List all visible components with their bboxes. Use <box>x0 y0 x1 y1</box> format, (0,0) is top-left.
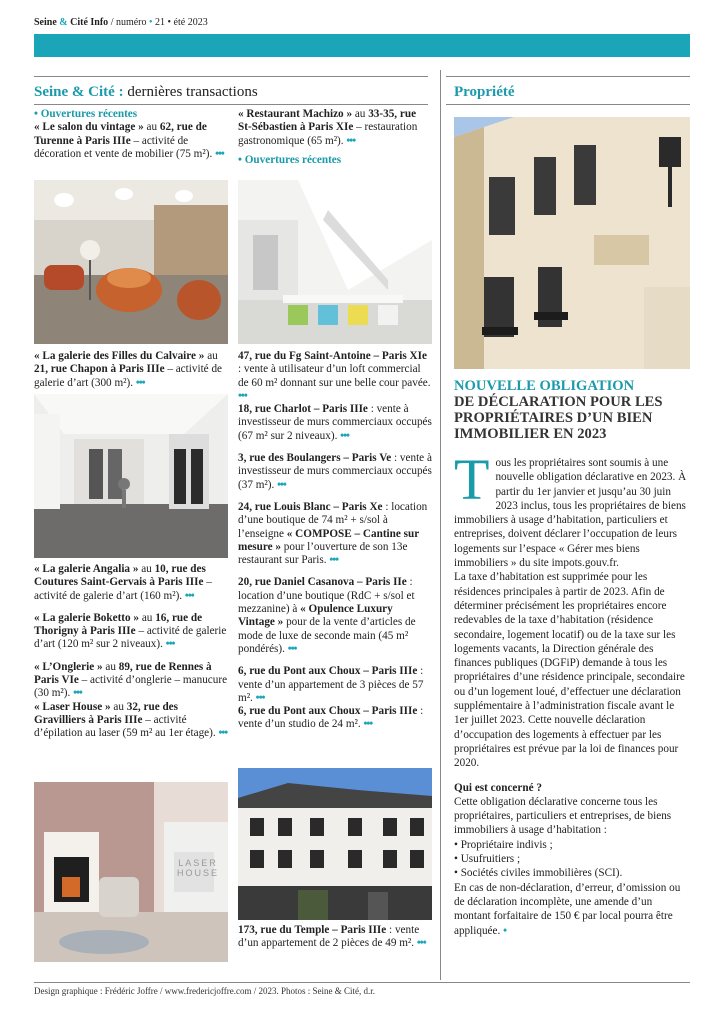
listing-title: « La galerie des Filles du Calvaire » <box>34 350 205 362</box>
subhead-ouvertures-2: • Ouvertures récentes <box>238 153 342 166</box>
listing-desc: – restauration gastronomique (65 m²). <box>238 121 418 147</box>
more-dots: ••• <box>218 727 228 740</box>
more-dots: ••• <box>165 638 175 651</box>
transaction-pont-aux-choux-1 <box>238 665 432 705</box>
transaction-desc: : vente à investisseur de murs commerciaux occupés (37 m²). <box>238 452 432 491</box>
transaction-desc: : vente d’un studio de 24 m². <box>238 705 424 731</box>
issue-header <box>34 17 208 28</box>
listing-joiner: au <box>105 660 116 673</box>
header-dot: • <box>149 17 153 28</box>
transaction-address: 47, rue du Fg Saint-Antoine – Paris XIe <box>238 350 427 362</box>
listing-joiner: au <box>141 611 153 624</box>
article-question-text: Cette obligation déclarative concerne tous les propriétaires, particuliers et entreprises, de biens immobiliers à usage d’habitation : <box>454 795 672 837</box>
transaction-rue-charlot <box>238 403 432 443</box>
more-dots: ••• <box>135 376 145 389</box>
article-conclusion-text: En cas de non-déclaration, d’erreur, d’omission ou de déclaration incomplète, une amende d’un montant forfaitaire de 150 € par local pourra être appliquée. <box>454 881 681 937</box>
brand-seine: Seine <box>34 17 57 28</box>
article-bullet-1: • Propriétaire indivis ; <box>454 838 553 851</box>
more-dots: ••• <box>340 429 349 442</box>
transaction-rue-du-temple <box>238 924 432 951</box>
listing-desc: – activité d’onglerie – manucure (30 m²). <box>34 674 228 700</box>
article-bullet-2: • Usufruitiers ; <box>454 853 521 866</box>
listing-title: « Le salon du vintage » <box>34 121 144 134</box>
more-dots: ••• <box>277 478 286 491</box>
photo-facade-paris <box>454 117 690 369</box>
article-headline <box>454 378 694 442</box>
listing-address: 21, rue Chapon à Paris IIIe <box>34 363 165 376</box>
more-dots: ••• <box>287 642 297 655</box>
transaction-pont-aux-choux-2 <box>238 705 432 732</box>
col2-block2 <box>238 350 432 732</box>
listing-address: 33-35, rue St-Sébastien à Paris XIe <box>238 108 417 134</box>
more-dots: ••• <box>363 718 373 731</box>
more-dots: ••• <box>329 554 339 567</box>
transaction-address: 173, rue du Temple – Paris IIIe <box>238 924 387 936</box>
listing-galerie-angalia <box>34 563 230 603</box>
article-conclusion <box>454 881 690 938</box>
right-title-rule <box>446 104 690 105</box>
issue-number-date: 21 • été 2023 <box>155 17 208 28</box>
listing-desc: – activité d’épilation au laser (59 m² au 1er étage). <box>34 713 216 740</box>
headline-line-1: NOUVELLE OBLIGATION <box>454 378 635 394</box>
col2-block3 <box>238 924 432 951</box>
listing-title: « Restaurant Machizo » <box>238 108 353 120</box>
transaction-address: 24, rue Louis Blanc – Paris Xe <box>238 500 383 513</box>
transaction-address: 20, rue Daniel Casanova – Paris IIe <box>238 576 407 589</box>
listing-desc: – activité de galerie d’art (300 m²). <box>34 363 222 389</box>
listing-desc: – activité de galerie d’art (160 m²). <box>34 576 212 602</box>
more-dots: ••• <box>184 589 194 602</box>
transaction-daniel-casanova <box>238 576 432 656</box>
listing-title: « Laser House » <box>34 700 111 713</box>
more-dots: ••• <box>416 937 426 950</box>
transaction-brand: « COMPOSE – Cantine sur mesure » <box>238 527 419 553</box>
article-question: Qui est concerné ? <box>454 781 542 794</box>
listing-joiner: au <box>146 121 158 134</box>
listing-joiner: au <box>113 700 124 713</box>
listing-galerie-boketto <box>34 612 230 652</box>
listing-address: 16, rue de Thorigny à Paris IIIe <box>34 611 203 638</box>
column-divider <box>440 70 441 980</box>
transaction-desc-2: pour l’ouverture de son 13e restaurant sur Paris. <box>238 540 408 567</box>
transaction-boulangers <box>238 452 432 492</box>
transaction-desc: : location d’une boutique de 74 m² + s/sol à l’enseigne <box>238 500 428 540</box>
listing-desc: – activité de décoration et vente de mobilier (75 m²). <box>34 134 213 160</box>
subhead-ouvertures: • Ouvertures récentes <box>34 108 138 120</box>
brand-cite: Cité Info <box>70 17 109 28</box>
transaction-fg-saint-antoine <box>238 350 432 403</box>
transaction-address: 6, rue du Pont aux Choux – Paris IIIe <box>238 665 418 678</box>
article-paragraph-1: ous les propriétaires sont soumis à une nouvelle obligation déclarative en 2023. À partir du 1er janvier et jusqu’au 30 juin 2023 inclus, tous les propriétaires de biens immobiliers à usage d’habitation, particuliers et entreprises, doivent déclarer l’occupation de leurs logements sur l’espace « Gérer mes biens immobiliers » du site impots.gouv.fr. <box>454 457 687 570</box>
listing-title: « La galerie Angalia » <box>34 563 139 575</box>
article-paragraph-2: La taxe d’habitation est supprimée pour les résidences principales à partir de 2023. Afin de déterminer précisément les propriétaires encore redevables de la taxe d’habitation (résidence secondaire, logement locatif) ou de la taxe sur les logements vacants, la Direction générale des finances publiques (DGFiP) demande à tous les propriétaires d’une résidence principale, secondaire ou d’un logement loué, d’effectuer une déclaration supplémentaire à l’administration fiscale avant le 1er juillet 2023. Cette nouvelle déclaration d’occupation des logements à effectuer par les propriétaires est prévue par la loi de finances pour 2020. <box>454 571 685 770</box>
headline-line-2: DE DÉCLARATION POUR LES PROPRIÉTAIRES D’UN BIEN IMMOBILIER EN 2023 <box>454 394 663 442</box>
more-dots: ••• <box>73 687 82 700</box>
more-dots: ••• <box>346 134 356 147</box>
article-bullet-3: • Sociétés civiles immobilières (SCI). <box>454 867 623 880</box>
section-title-propriete: Propriété <box>454 84 515 100</box>
section-title-brand: Seine & Cité : <box>34 84 124 100</box>
transaction-address: 6, rue du Pont aux Choux – Paris IIIe <box>238 705 418 718</box>
footer-rule <box>34 982 690 983</box>
listing-address: 32, rue des Gravilliers à Paris IIIe <box>34 700 178 726</box>
transaction-address: 18, rue Charlot – Paris IIIe <box>238 403 368 416</box>
transaction-louis-blanc <box>238 501 432 567</box>
left-title-rule <box>34 104 428 105</box>
issue-label: / numéro <box>110 17 147 28</box>
more-dots: ••• <box>238 389 247 402</box>
header-bar <box>34 34 690 57</box>
transaction-desc: : location d’une boutique (RdC + s/sol et mezzanine) à <box>238 576 415 616</box>
photo-rue-du-temple <box>238 768 432 920</box>
listing-title: « L’Onglerie » <box>34 660 103 673</box>
transaction-brand: « Opulence Luxury Vintage » <box>238 603 393 629</box>
photo-salon-vintage <box>34 180 228 344</box>
right-top-rule <box>446 76 690 77</box>
more-dots: ••• <box>255 691 265 704</box>
listing-restaurant-machizo <box>238 108 432 148</box>
transaction-desc: : vente à utilisateur d’un loft commercial de 60 m² donnant sur une belle cour pavée. <box>238 363 431 389</box>
listing-joiner: au <box>141 563 152 575</box>
listing-joiner: au <box>207 350 218 362</box>
listing-joiner: au <box>354 108 366 120</box>
col1-block2 <box>34 350 230 390</box>
end-dot: • <box>503 924 507 937</box>
listing-title: « La galerie Boketto » <box>34 611 140 624</box>
transaction-desc-2: pour de la vente d’articles de mode de luxe de seconde main (45 m² pondérés). <box>238 616 416 655</box>
transaction-address: 3, rue des Boulangers – Paris Ve <box>238 452 392 465</box>
listing-address: 62, rue de Turenne à Paris IIIe <box>34 121 207 147</box>
col1-block1 <box>34 108 230 161</box>
listing-salon-vintage <box>34 121 230 161</box>
listing-desc: – activité de galerie d’art (120 m² sur 2 niveaux). <box>34 625 227 651</box>
transaction-desc: : vente d’un appartement de 3 pièces de 57 m². <box>238 665 424 704</box>
article-body <box>454 447 690 938</box>
listing-address: 10, rue des Coutures Saint-Gervais à Paris IIIe <box>34 563 206 589</box>
listing-filles-calvaire <box>34 350 230 390</box>
transaction-desc: : vente d’un appartement de 2 pièces de 49 m². <box>238 924 420 950</box>
section-title-rest: dernières transactions <box>127 84 258 100</box>
photo-restaurant-machizo <box>238 180 432 344</box>
section-title-transactions <box>34 84 258 101</box>
more-dots: ••• <box>215 147 224 160</box>
brand-amp: & <box>59 17 68 28</box>
article-dropcap: T <box>454 447 490 512</box>
col1-block3 <box>34 563 230 741</box>
col2-block1 <box>238 108 432 167</box>
listing-onglerie <box>34 661 230 701</box>
left-top-rule <box>34 76 428 77</box>
photo-galerie-calvaire <box>34 394 228 558</box>
listing-laser-house <box>34 701 230 741</box>
laser-house-logo: LASER HOUSE <box>176 858 219 878</box>
footer-credits: Design graphique : Frédéric Joffre / www.fredericjoffre.com / 2023. Photos : Seine & Cité, d.r. <box>34 986 376 996</box>
transaction-desc: : vente à investisseur de murs commerciaux occupés (67 m² sur 2 niveaux). <box>238 403 432 442</box>
listing-address: 89, rue de Rennes à Paris VIe <box>34 660 212 687</box>
